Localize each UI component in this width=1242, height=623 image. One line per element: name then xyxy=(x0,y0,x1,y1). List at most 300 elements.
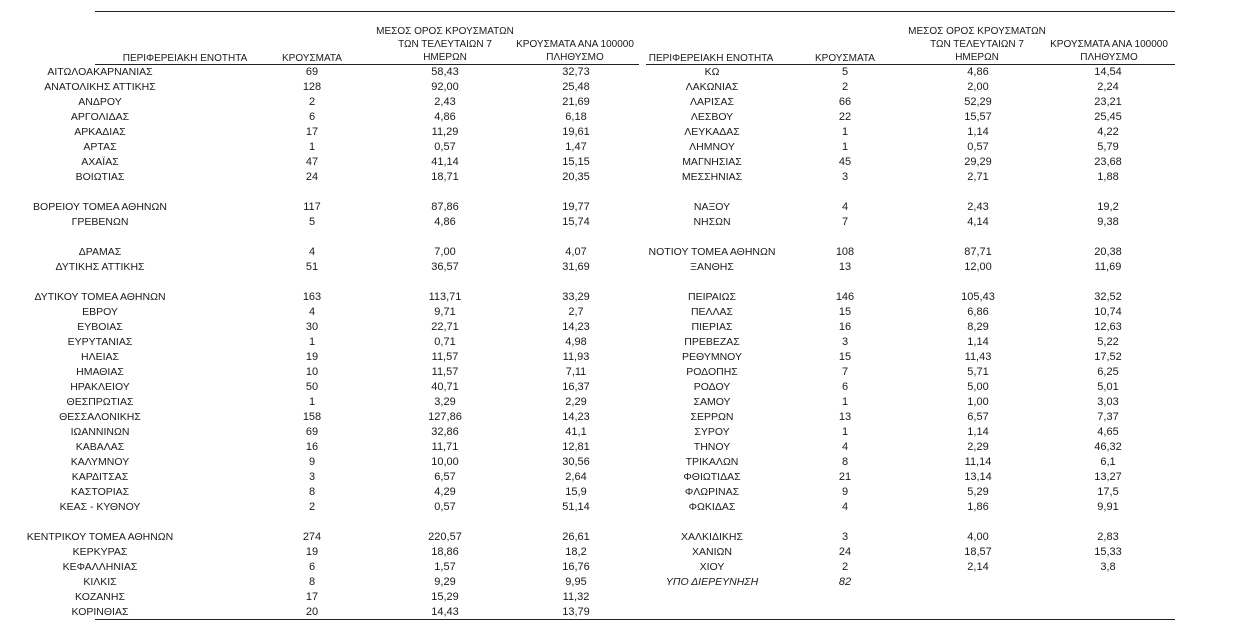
cell-region: ΦΩΚΙΔΑΣ xyxy=(688,501,736,513)
cell-region: ΘΕΣΣΑΛΟΝΙΚΗΣ xyxy=(59,411,141,423)
cell-cases: 2 xyxy=(308,501,316,513)
cell-cases: 3 xyxy=(841,531,849,543)
cell-avg: 10,00 xyxy=(431,456,459,468)
cell-avg: 22,71 xyxy=(431,321,459,333)
cell-per100k: 15,33 xyxy=(1094,546,1122,558)
table-row xyxy=(0,170,1242,185)
cell-cases: 30 xyxy=(305,321,319,333)
cell-region: ΣΥΡΟΥ xyxy=(694,426,730,438)
table-row xyxy=(0,245,1242,260)
header-per100k-line2: ΠΛΗΘΥΣΜΟ xyxy=(1080,52,1138,63)
cell-region: ΚΕΝΤΡΙΚΟΥ ΤΟΜΕΑ ΑΘΗΝΩΝ xyxy=(26,531,174,543)
cell-per100k: 17,5 xyxy=(1097,486,1119,498)
cell-region: ΛΗΜΝΟΥ xyxy=(689,141,735,153)
cell-region: ΦΘΙΩΤΙΔΑΣ xyxy=(683,471,741,483)
header-cases: ΚΡΟΥΣΜΑΤΑ xyxy=(815,53,875,64)
table-row xyxy=(0,215,1242,230)
cell-per100k: 7,37 xyxy=(1097,411,1119,423)
cell-region: ΑΡΓΟΛΙΔΑΣ xyxy=(70,111,130,123)
cell-avg: 40,71 xyxy=(431,381,459,393)
cell-avg: 11,71 xyxy=(431,441,459,453)
cell-cases: 6 xyxy=(841,381,849,393)
cell-per100k: 41,1 xyxy=(565,426,587,438)
cell-cases: 1 xyxy=(308,336,316,348)
cell-per100k: 51,14 xyxy=(562,501,590,513)
cell-per100k: 11,69 xyxy=(1094,261,1122,273)
cell-avg: 8,29 xyxy=(967,321,989,333)
table-row xyxy=(0,110,1242,125)
header-avg-line1: ΜΕΣΟΣ ΟΡΟΣ ΚΡΟΥΣΜΑΤΩΝ xyxy=(908,26,1046,37)
cell-cases: 24 xyxy=(838,546,852,558)
cell-avg: 11,57 xyxy=(431,351,459,363)
table-row xyxy=(0,605,1242,620)
table-row xyxy=(0,485,1242,500)
cell-cases: 117 xyxy=(303,201,321,213)
cell-cases: 4 xyxy=(841,441,849,453)
cell-cases: 4 xyxy=(841,501,849,513)
cell-per100k: 23,21 xyxy=(1094,96,1122,108)
cell-avg: 13,14 xyxy=(964,471,992,483)
cell-avg: 52,29 xyxy=(964,96,992,108)
cell-per100k: 21,69 xyxy=(562,96,590,108)
cell-region: ΚΕΦΑΛΛΗΝΙΑΣ xyxy=(62,561,138,573)
header-avg-line3: ΗΜΕΡΩΝ xyxy=(955,52,999,63)
cell-avg: 3,29 xyxy=(434,396,456,408)
table-row xyxy=(0,455,1242,470)
cell-region: ΗΜΑΘΙΑΣ xyxy=(76,366,124,378)
cell-cases: 3 xyxy=(308,471,316,483)
cell-cases: 69 xyxy=(305,66,319,78)
cell-cases: 9 xyxy=(841,486,849,498)
cell-cases: 6 xyxy=(308,111,316,123)
cell-region: ΧΙΟΥ xyxy=(699,561,725,573)
cell-per100k: 25,48 xyxy=(562,81,590,93)
cell-avg: 29,29 xyxy=(964,156,992,168)
cell-per100k: 13,27 xyxy=(1094,471,1122,483)
cell-region: ΡΟΔΟΥ xyxy=(693,381,731,393)
table-row xyxy=(0,320,1242,335)
cell-avg: 2,14 xyxy=(967,561,989,573)
cell-cases: 16 xyxy=(305,441,319,453)
table-row xyxy=(0,65,1242,80)
table-row xyxy=(0,290,1242,305)
cell-per100k: 20,38 xyxy=(1094,246,1122,258)
cell-avg: 4,14 xyxy=(967,216,989,228)
cell-avg: 5,00 xyxy=(967,381,989,393)
cell-region: ΚΟΡΙΝΘΙΑΣ xyxy=(71,606,129,618)
cell-avg: 4,86 xyxy=(434,111,456,123)
cell-cases: 2 xyxy=(841,81,849,93)
cell-avg: 9,71 xyxy=(434,306,456,318)
cell-region: ΝΗΣΩΝ xyxy=(693,216,731,228)
cell-per100k: 2,64 xyxy=(565,471,587,483)
cell-region: ΔΡΑΜΑΣ xyxy=(78,246,122,258)
cell-per100k: 1,47 xyxy=(565,141,587,153)
cell-per100k: 33,29 xyxy=(562,291,590,303)
cell-cases: 1 xyxy=(308,396,316,408)
header-per100k-line2: ΠΛΗΘΥΣΜΟ xyxy=(546,52,604,63)
cell-avg: 1,14 xyxy=(967,126,989,138)
cell-per100k: 19,77 xyxy=(562,201,590,213)
cell-region: ΑΝΔΡΟΥ xyxy=(78,96,122,108)
cell-cases: 45 xyxy=(838,156,852,168)
cell-region: ΥΠΟ ΔΙΕΡΕΥΝΗΣΗ xyxy=(665,576,759,588)
cell-avg: 2,29 xyxy=(967,441,989,453)
cell-region: ΠΡΕΒΕΖΑΣ xyxy=(684,336,740,348)
cell-region: ΒΟΡΕΙΟΥ ΤΟΜΕΑ ΑΘΗΝΩΝ xyxy=(33,201,167,213)
cell-avg: 58,43 xyxy=(431,66,459,78)
cell-cases: 5 xyxy=(308,216,316,228)
cell-cases: 4 xyxy=(308,246,316,258)
cell-avg: 11,43 xyxy=(964,351,992,363)
cell-avg: 2,43 xyxy=(967,201,989,213)
cell-region: ΜΑΓΝΗΣΙΑΣ xyxy=(682,156,742,168)
cell-region: ΞΑΝΘΗΣ xyxy=(690,261,734,273)
cell-region: ΒΟΙΩΤΙΑΣ xyxy=(75,171,125,183)
cell-cases: 19 xyxy=(305,351,319,363)
cell-region: ΡΕΘΥΜΝΟΥ xyxy=(681,351,742,363)
cell-avg: 113,71 xyxy=(428,291,462,303)
table-row xyxy=(0,395,1242,410)
header-avg-line2: ΤΩΝ ΤΕΛΕΥΤΑΙΩΝ 7 xyxy=(398,39,492,50)
cell-per100k: 10,74 xyxy=(1094,306,1122,318)
header-avg-line3: ΗΜΕΡΩΝ xyxy=(423,52,467,63)
cell-cases: 128 xyxy=(302,81,322,93)
cell-per100k: 11,32 xyxy=(562,591,590,603)
cell-region: ΕΥΡΥΤΑΝΙΑΣ xyxy=(67,336,133,348)
cell-region: ΓΡΕΒΕΝΩΝ xyxy=(71,216,129,228)
cell-avg: 5,29 xyxy=(967,486,989,498)
cell-per100k: 17,52 xyxy=(1094,351,1122,363)
cell-region: ΠΕΛΛΑΣ xyxy=(690,306,734,318)
cell-per100k: 46,32 xyxy=(1094,441,1122,453)
cell-avg: 11,14 xyxy=(964,456,992,468)
cell-per100k: 5,01 xyxy=(1097,381,1119,393)
cell-per100k: 19,61 xyxy=(562,126,590,138)
cell-region: ΧΑΝΙΩΝ xyxy=(692,546,732,558)
cell-avg: 5,71 xyxy=(967,366,989,378)
cell-avg: 18,86 xyxy=(431,546,459,558)
cell-region: ΙΩΑΝΝΙΝΩΝ xyxy=(70,426,130,438)
cell-region: ΣΑΜΟΥ xyxy=(693,396,731,408)
cell-region: ΛΕΥΚΑΔΑΣ xyxy=(684,126,740,138)
cell-avg: 4,00 xyxy=(967,531,989,543)
cell-avg: 15,29 xyxy=(431,591,459,603)
cell-avg: 0,57 xyxy=(434,501,456,513)
cell-cases: 50 xyxy=(305,381,319,393)
cell-cases: 8 xyxy=(308,576,316,588)
cell-per100k: 26,61 xyxy=(562,531,590,543)
table-row xyxy=(0,545,1242,560)
cell-cases: 3 xyxy=(841,336,849,348)
cell-per100k: 2,7 xyxy=(568,306,584,318)
cell-cases: 2 xyxy=(841,561,849,573)
cell-region: ΕΥΒΟΙΑΣ xyxy=(77,321,123,333)
cell-per100k: 23,68 xyxy=(1094,156,1122,168)
cell-avg: 4,86 xyxy=(967,66,989,78)
cell-per100k: 14,54 xyxy=(1094,66,1122,78)
cell-per100k: 15,74 xyxy=(562,216,590,228)
cell-avg: 0,57 xyxy=(967,141,989,153)
cell-avg: 6,57 xyxy=(967,411,989,423)
cell-avg: 127,86 xyxy=(428,411,462,423)
cell-cases: 17 xyxy=(305,126,319,138)
cell-region: ΚΑΒΑΛΑΣ xyxy=(75,441,125,453)
cell-cases: 22 xyxy=(838,111,852,123)
cell-region: ΑΧΑΪΑΣ xyxy=(81,156,119,168)
cell-per100k: 30,56 xyxy=(562,456,590,468)
cell-cases: 163 xyxy=(302,291,322,303)
cell-cases: 9 xyxy=(308,456,316,468)
cell-cases: 15 xyxy=(838,306,852,318)
cell-avg: 9,29 xyxy=(434,576,456,588)
cell-per100k: 13,79 xyxy=(562,606,590,618)
cell-cases: 274 xyxy=(302,531,322,543)
cell-per100k: 19,2 xyxy=(1097,201,1119,213)
table-row xyxy=(0,305,1242,320)
cell-avg: 1,57 xyxy=(434,561,456,573)
cell-cases: 17 xyxy=(305,591,319,603)
table-row xyxy=(0,365,1242,380)
cell-region: ΔΥΤΙΚΟΥ ΤΟΜΕΑ ΑΘΗΝΩΝ xyxy=(34,291,166,303)
cell-avg: 4,29 xyxy=(434,486,456,498)
cell-cases: 1 xyxy=(841,426,849,438)
cell-cases: 66 xyxy=(838,96,852,108)
cell-cases: 1 xyxy=(308,141,316,153)
cell-avg: 15,57 xyxy=(964,111,992,123)
cell-cases: 20 xyxy=(305,606,319,618)
cell-region: ΑΡΚΑΔΙΑΣ xyxy=(74,126,126,138)
cell-cases: 8 xyxy=(308,486,316,498)
cell-cases: 4 xyxy=(841,201,849,213)
cell-region: ΤΡΙΚΑΛΩΝ xyxy=(685,456,739,468)
cell-cases: 7 xyxy=(841,216,849,228)
cell-cases: 82 xyxy=(838,576,852,588)
table-row xyxy=(0,590,1242,605)
cell-per100k: 3,03 xyxy=(1097,396,1119,408)
table-row xyxy=(0,350,1242,365)
cell-avg: 87,86 xyxy=(431,201,459,213)
cell-region: ΚΙΛΚΙΣ xyxy=(83,576,117,588)
cell-cases: 13 xyxy=(838,261,852,273)
cell-per100k: 1,88 xyxy=(1097,171,1119,183)
cell-per100k: 7,11 xyxy=(565,366,587,378)
cell-cases: 19 xyxy=(305,546,319,558)
cell-avg: 18,71 xyxy=(431,171,459,183)
cell-region: ΛΕΣΒΟΥ xyxy=(690,111,734,123)
header-avg-line2: ΤΩΝ ΤΕΛΕΥΤΑΙΩΝ 7 xyxy=(930,39,1024,50)
table-row xyxy=(0,410,1242,425)
cell-avg: 92,00 xyxy=(431,81,459,93)
cell-avg: 14,43 xyxy=(431,606,459,618)
table-row xyxy=(0,575,1242,590)
table-row xyxy=(0,125,1242,140)
cell-cases: 4 xyxy=(308,306,316,318)
cell-cases: 1 xyxy=(841,396,849,408)
cell-avg: 220,57 xyxy=(428,531,462,543)
cell-cases: 3 xyxy=(841,171,849,183)
cell-per100k: 25,45 xyxy=(1094,111,1122,123)
header-cases: ΚΡΟΥΣΜΑΤΑ xyxy=(282,53,342,64)
cell-per100k: 16,76 xyxy=(562,561,590,573)
cell-cases: 10 xyxy=(305,366,319,378)
cell-cases: 7 xyxy=(841,366,849,378)
cell-region: ΑΝΑΤΟΛΙΚΗΣ ΑΤΤΙΚΗΣ xyxy=(44,81,156,93)
cell-per100k: 32,73 xyxy=(562,66,590,78)
cell-cases: 1 xyxy=(841,141,849,153)
cell-cases: 146 xyxy=(835,291,855,303)
cell-per100k: 6,25 xyxy=(1097,366,1119,378)
cell-avg: 12,00 xyxy=(964,261,992,273)
cell-per100k: 14,23 xyxy=(562,411,590,423)
table-row xyxy=(0,155,1242,170)
cell-cases: 21 xyxy=(838,471,852,483)
cell-cases: 47 xyxy=(305,156,319,168)
cell-per100k: 6,1 xyxy=(1100,456,1116,468)
cell-region: ΠΙΕΡΙΑΣ xyxy=(691,321,733,333)
cell-region: ΡΟΔΟΠΗΣ xyxy=(686,366,738,378)
cell-cases: 8 xyxy=(841,456,849,468)
table-row xyxy=(0,530,1242,545)
header-region: ΠΕΡΙΦΕΡΕΙΑΚΗ ΕΝΟΤΗΤΑ xyxy=(648,53,774,64)
cell-avg: 11,29 xyxy=(431,126,459,138)
table-row xyxy=(0,560,1242,575)
cell-region: ΚΩ xyxy=(704,66,720,78)
cell-cases: 108 xyxy=(835,246,855,258)
cell-avg: 6,57 xyxy=(434,471,456,483)
cell-avg: 2,71 xyxy=(967,171,989,183)
cell-avg: 1,86 xyxy=(967,501,989,513)
cell-avg: 87,71 xyxy=(964,246,992,258)
cell-per100k: 20,35 xyxy=(562,171,590,183)
cell-per100k: 6,18 xyxy=(565,111,587,123)
cell-region: ΗΡΑΚΛΕΙΟΥ xyxy=(70,381,130,393)
cell-region: ΤΗΝΟΥ xyxy=(693,441,731,453)
cell-per100k: 12,81 xyxy=(562,441,590,453)
cell-per100k: 3,8 xyxy=(1100,561,1116,573)
cell-region: ΣΕΡΡΩΝ xyxy=(690,411,734,423)
cell-avg: 1,14 xyxy=(967,426,989,438)
cell-per100k: 4,65 xyxy=(1097,426,1119,438)
cell-per100k: 5,79 xyxy=(1097,141,1119,153)
cell-avg: 1,14 xyxy=(967,336,989,348)
cell-cases: 51 xyxy=(305,261,319,273)
cell-region: ΝΑΞΟΥ xyxy=(693,201,731,213)
cell-region: ΚΑΛΥΜΝΟΥ xyxy=(70,456,130,468)
header-avg-line1: ΜΕΣΟΣ ΟΡΟΣ ΚΡΟΥΣΜΑΤΩΝ xyxy=(376,26,514,37)
table-row xyxy=(0,500,1242,515)
cell-region: ΔΥΤΙΚΗΣ ΑΤΤΙΚΗΣ xyxy=(55,261,145,273)
cell-region: ΑΡΤΑΣ xyxy=(83,141,117,153)
cell-avg: 0,71 xyxy=(434,336,456,348)
table-row xyxy=(0,335,1242,350)
cell-region: ΛΑΡΙΣΑΣ xyxy=(690,96,734,108)
table-row xyxy=(0,425,1242,440)
table-row xyxy=(0,95,1242,110)
cell-per100k: 4,22 xyxy=(1097,126,1119,138)
cell-region: ΘΕΣΠΡΩΤΙΑΣ xyxy=(66,396,134,408)
cell-avg: 2,43 xyxy=(434,96,456,108)
cell-region: ΚΕΑΣ - ΚΥΘΝΟΥ xyxy=(59,501,141,513)
header-per100k-line1: ΚΡΟΥΣΜΑΤΑ ΑΝΑ 100000 xyxy=(516,39,634,50)
cell-cases: 6 xyxy=(308,561,316,573)
cell-per100k: 12,63 xyxy=(1094,321,1122,333)
cell-avg: 7,00 xyxy=(434,246,456,258)
table-row xyxy=(0,380,1242,395)
cell-avg: 1,00 xyxy=(967,396,989,408)
cell-per100k: 4,98 xyxy=(565,336,587,348)
cell-per100k: 9,91 xyxy=(1097,501,1119,513)
cell-avg: 105,43 xyxy=(961,291,995,303)
cell-region: ΝΟΤΙΟΥ ΤΟΜΕΑ ΑΘΗΝΩΝ xyxy=(648,246,776,258)
cell-cases: 13 xyxy=(838,411,852,423)
cell-avg: 0,57 xyxy=(434,141,456,153)
cell-avg: 2,00 xyxy=(967,81,989,93)
cell-per100k: 18,2 xyxy=(565,546,587,558)
top-rule xyxy=(95,11,1175,12)
cell-avg: 32,86 xyxy=(431,426,459,438)
cell-per100k: 14,23 xyxy=(562,321,590,333)
cell-cases: 1 xyxy=(841,126,849,138)
cell-region: ΚΕΡΚΥΡΑΣ xyxy=(72,546,128,558)
cell-cases: 158 xyxy=(302,411,322,423)
cell-per100k: 2,29 xyxy=(565,396,587,408)
table-row xyxy=(0,80,1242,95)
cell-region: ΚΟΖΑΝΗΣ xyxy=(75,591,125,603)
table-row xyxy=(0,470,1242,485)
cell-per100k: 31,69 xyxy=(562,261,590,273)
cell-per100k: 16,37 xyxy=(562,381,590,393)
cell-per100k: 4,07 xyxy=(565,246,587,258)
cell-region: ΜΕΣΣΗΝΙΑΣ xyxy=(681,171,743,183)
cell-avg: 18,57 xyxy=(964,546,992,558)
cell-avg: 11,57 xyxy=(431,366,459,378)
cell-region: ΧΑΛΚΙΔΙΚΗΣ xyxy=(681,531,743,543)
cell-region: ΕΒΡΟΥ xyxy=(82,306,118,318)
cell-per100k: 15,9 xyxy=(565,486,587,498)
cell-avg: 36,57 xyxy=(431,261,459,273)
cell-region: ΚΑΣΤΟΡΙΑΣ xyxy=(70,486,130,498)
cell-cases: 24 xyxy=(305,171,319,183)
cell-per100k: 2,24 xyxy=(1097,81,1119,93)
cell-per100k: 32,52 xyxy=(1094,291,1122,303)
cell-region: ΗΛΕΙΑΣ xyxy=(80,351,119,363)
table-row xyxy=(0,440,1242,455)
header-region: ΠΕΡΙΦΕΡΕΙΑΚΗ ΕΝΟΤΗΤΑ xyxy=(122,53,248,64)
cell-per100k: 9,38 xyxy=(1097,216,1119,228)
cell-per100k: 15,15 xyxy=(562,156,590,168)
cell-region: ΑΙΤΩΛΟΑΚΑΡΝΑΝΙΑΣ xyxy=(47,66,153,78)
cell-cases: 5 xyxy=(841,66,849,78)
table-row xyxy=(0,200,1242,215)
cell-per100k: 5,22 xyxy=(1097,336,1119,348)
cell-region: ΛΑΚΩΝΙΑΣ xyxy=(685,81,739,93)
cell-cases: 16 xyxy=(838,321,852,333)
table-row xyxy=(0,140,1242,155)
cell-avg: 6,86 xyxy=(967,306,989,318)
header-per100k-line1: ΚΡΟΥΣΜΑΤΑ ΑΝΑ 100000 xyxy=(1050,39,1168,50)
cell-region: ΦΛΩΡΙΝΑΣ xyxy=(684,486,740,498)
cell-cases: 15 xyxy=(838,351,852,363)
cell-cases: 2 xyxy=(308,96,316,108)
cell-cases: 69 xyxy=(305,426,319,438)
cell-per100k: 9,95 xyxy=(565,576,587,588)
cell-region: ΠΕΙΡΑΙΩΣ xyxy=(688,291,736,303)
cell-region: ΚΑΡΔΙΤΣΑΣ xyxy=(71,471,129,483)
cell-per100k: 2,83 xyxy=(1097,531,1119,543)
cell-avg: 41,14 xyxy=(431,156,459,168)
cell-per100k: 11,93 xyxy=(562,351,590,363)
